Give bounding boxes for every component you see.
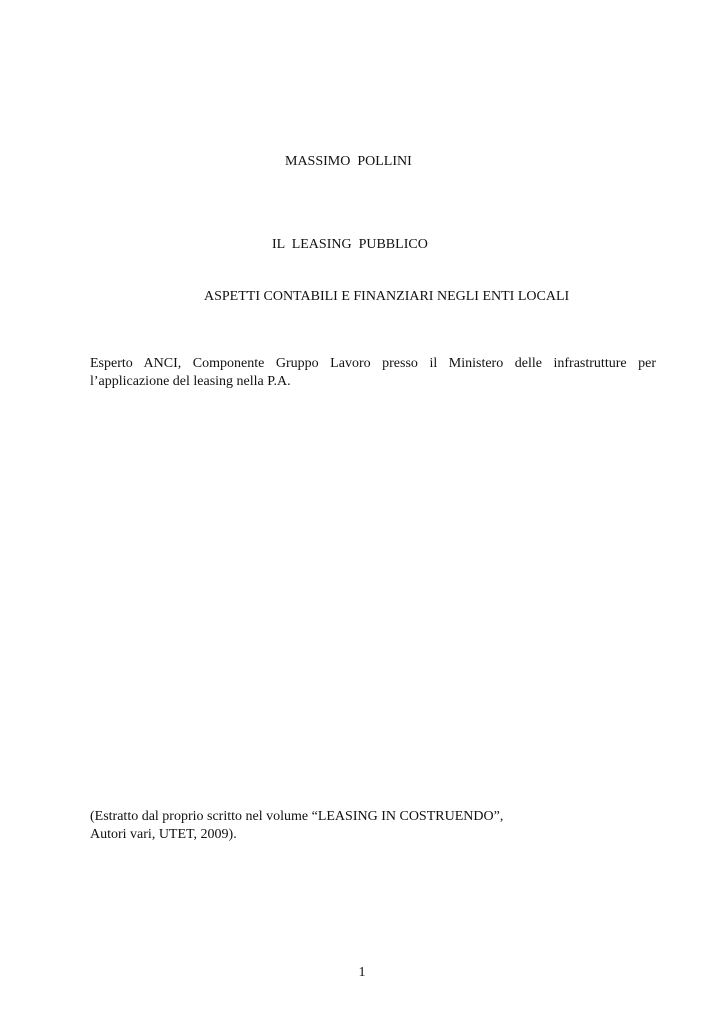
author-name: MASSIMO POLLINI (285, 154, 412, 169)
author-description: Esperto ANCI, Componente Gruppo Lavoro presso il Ministero delle infrastrutture per l’applicazione del leasing nella P.A. (90, 356, 656, 389)
document-title: IL LEASING PUBBLICO (272, 237, 428, 252)
page-number: 1 (358, 965, 366, 980)
excerpt-note-line-1: (Estratto dal proprio scritto nel volume “LEASING IN COSTRUENDO”, (90, 809, 504, 824)
excerpt-note-line-2: Autori vari, UTET, 2009). (90, 827, 237, 842)
document-subtitle: ASPETTI CONTABILI E FINANZIARI NEGLI ENTI LOCALI (204, 289, 570, 304)
